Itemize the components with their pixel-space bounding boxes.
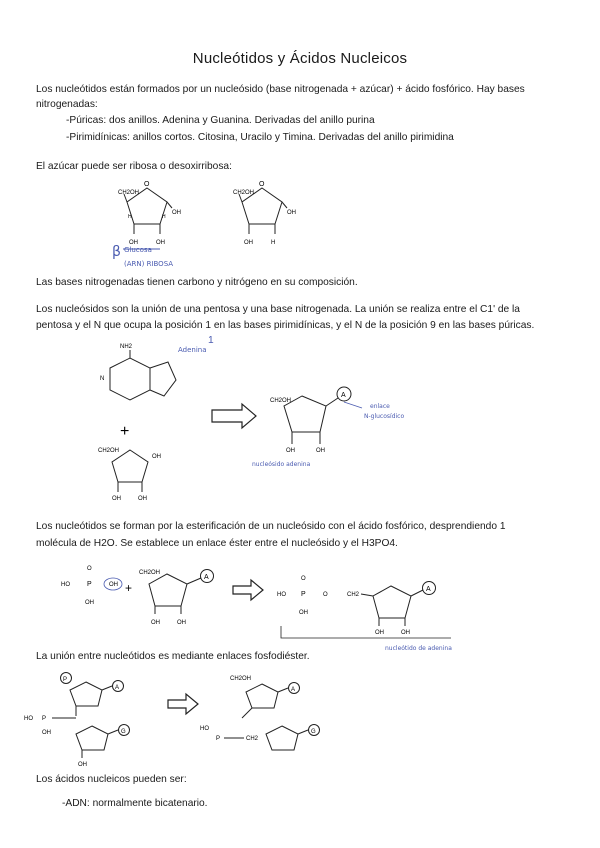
lower-g-label: G — [121, 729, 126, 735]
nucleoside-oh-right: OH — [316, 448, 325, 454]
nucleotido-adenina-note: nucleótido de adenina — [385, 645, 452, 652]
ribose-reactant-ch2oh: CH2OH — [98, 448, 120, 454]
ribose-reactant-oh: OH — [152, 454, 161, 460]
margin-mark: 1 — [208, 335, 214, 346]
nucleosido-adenina-note: nucleósido adenina — [252, 461, 311, 468]
bullet-adn: -ADN: normalmente bicatenario. — [62, 798, 208, 809]
lower-oh: OH — [42, 730, 51, 736]
dinucleotide-g-label: G — [311, 729, 316, 735]
upper-p-label: P — [63, 677, 68, 683]
paragraph-nucleotides-line2: nitrogenadas: — [36, 99, 98, 110]
deoxyribose-o-label: O — [259, 181, 265, 188]
nucleotide-sugar — [361, 582, 436, 627]
ribose-h-label: H — [128, 214, 132, 220]
reaction-arrow-2 — [233, 580, 263, 600]
ribose-ch2oh-label: CH2OH — [118, 190, 140, 196]
phosphoric-oh-right: OH — [109, 582, 118, 588]
sugar-figure — [100, 172, 330, 272]
dinucleotide-ch2: CH2 — [246, 736, 259, 742]
bullet-pirimidinicas: -Pirimidínicas: anillos cortos. Citosina, Uracilo y Timina. Derivadas del anillo pirimidina — [66, 132, 454, 143]
nucleotide-o-top: O — [301, 576, 306, 582]
deoxyribose-h-label: H — [271, 240, 276, 246]
dinucleotide-a-label: A — [291, 687, 296, 693]
deoxyribose-ch2oh-label: CH2OH — [233, 190, 255, 196]
ribose-reactant — [112, 450, 148, 492]
nucleotide-oh-right: OH — [401, 630, 410, 636]
nucleoside-reactant-oh-left: OH — [151, 620, 160, 626]
nucleotide-oh: OH — [299, 610, 308, 616]
upper-nucleotide — [61, 673, 124, 717]
dinucleotide-ho: HO — [200, 726, 209, 732]
nucleoside-ch2oh: CH2OH — [270, 398, 292, 404]
lower-ho: HO — [24, 716, 33, 722]
nucleoside-figure — [80, 340, 450, 510]
phosphodiester-figure — [20, 668, 360, 768]
ribose-o-label: O — [144, 181, 150, 188]
dinucleotide-lower — [224, 725, 320, 751]
enlace-note: enlace — [370, 403, 390, 410]
nucleoside-reactant-oh-right: OH — [177, 620, 186, 626]
nucleotide-figure — [55, 556, 475, 656]
dinucleotide-ch2oh: CH2OH — [230, 676, 252, 682]
paragraph-nucleotides-formation-line1: Los nucleótidos se forman por la esterificación de un nucleósido con el ácido fosfórico, desprendiendo 1 — [36, 521, 506, 532]
n-glucosidico-note: N-glucosídico — [364, 413, 405, 420]
ribose-h-label-2: H — [162, 214, 166, 220]
plus-sign-2: + — [125, 581, 133, 595]
paragraph-nucleosides-line2: pentosa y el N que ocupa la posición 1 en las bases pirimidínicas, y el N de la posición 9 en las bases púricas. — [36, 320, 535, 331]
nucleotide-a-label: A — [426, 586, 431, 593]
lower-nucleotide — [52, 718, 130, 758]
phosphoric-ho: HO — [61, 582, 70, 588]
adenine-structure — [110, 350, 176, 400]
paragraph-sugar: El azúcar puede ser ribosa o desoxirribosa: — [36, 161, 232, 172]
nucleoside-reactant-ch2oh: CH2OH — [139, 570, 161, 576]
nucleoside-reactant-a: A — [204, 574, 209, 581]
adenine-n-label: N — [100, 376, 105, 382]
beta-note: β — [112, 244, 121, 260]
plus-sign-1: + — [120, 423, 130, 440]
ribose-reactant-oh-right: OH — [138, 496, 147, 502]
ribose-reactant-oh-left: OH — [112, 496, 121, 502]
nucleotide-ch2: CH2 — [347, 592, 360, 598]
paragraph-phosphodiester: La unión entre nucleótidos es mediante enlaces fosfodiéster. — [36, 651, 310, 662]
nucleoside-a-label: A — [341, 392, 346, 399]
ribose-oh-right: OH — [156, 240, 165, 246]
ribose-oh-left: OH — [129, 240, 138, 246]
nucleotide-p: P — [301, 591, 306, 598]
dinucleotide-p: P — [216, 736, 221, 742]
page-title: Nucleótidos y Ácidos Nucleicos — [192, 50, 408, 67]
lower-p: P — [42, 716, 47, 722]
upper-a-label: A — [115, 685, 120, 691]
adenina-hand-label: Adenina — [178, 346, 207, 354]
paragraph-nucleic-acids: Los ácidos nucleicos pueden ser: — [36, 774, 187, 785]
paragraph-bases: Las bases nitrogenadas tienen carbono y nitrógeno en su composición. — [36, 277, 358, 288]
lower-oh-bottom: OH — [78, 762, 87, 768]
phosphoric-oh-bottom: OH — [85, 600, 94, 606]
reaction-arrow-1 — [212, 404, 256, 428]
nucleotide-oh-left: OH — [375, 630, 384, 636]
paragraph-nucleosides-line1: Los nucleósidos son la unión de una pentosa y una base nitrogenada. La unión se realiza entre el C1' de la — [36, 304, 520, 315]
deoxyribose-oh-label: OH — [287, 210, 296, 216]
nucleoside-oh-left: OH — [286, 448, 295, 454]
paragraph-nucleotides-formation-line2: molécula de H2O. Se establece un enlace éster entre el nucleósido y el H3PO4. — [36, 538, 398, 549]
nucleotide-o-ester: O — [323, 592, 328, 598]
phosphoric-p: P — [87, 581, 92, 588]
phosphoric-o: O — [87, 566, 92, 572]
crossed-word: Glucosa — [124, 246, 152, 254]
deoxyribose-oh-left: OH — [244, 240, 253, 246]
rna-ribose-note: (ARN) RIBOSA — [124, 260, 174, 268]
adenine-nh2-label: NH2 — [120, 344, 133, 350]
paragraph-nucleotides-line1: Los nucleótidos están formados por un nucleósido (base nitrogenada + azúcar) + ácido fosfórico. Hay bases — [36, 84, 525, 95]
nucleotide-ho: HO — [277, 592, 286, 598]
ribose-oh-label: OH — [172, 210, 181, 216]
reaction-arrow-3 — [168, 694, 198, 714]
bullet-puricas: -Púricas: dos anillos. Adenina y Guanina. Derivadas del anillo purina — [66, 115, 375, 126]
